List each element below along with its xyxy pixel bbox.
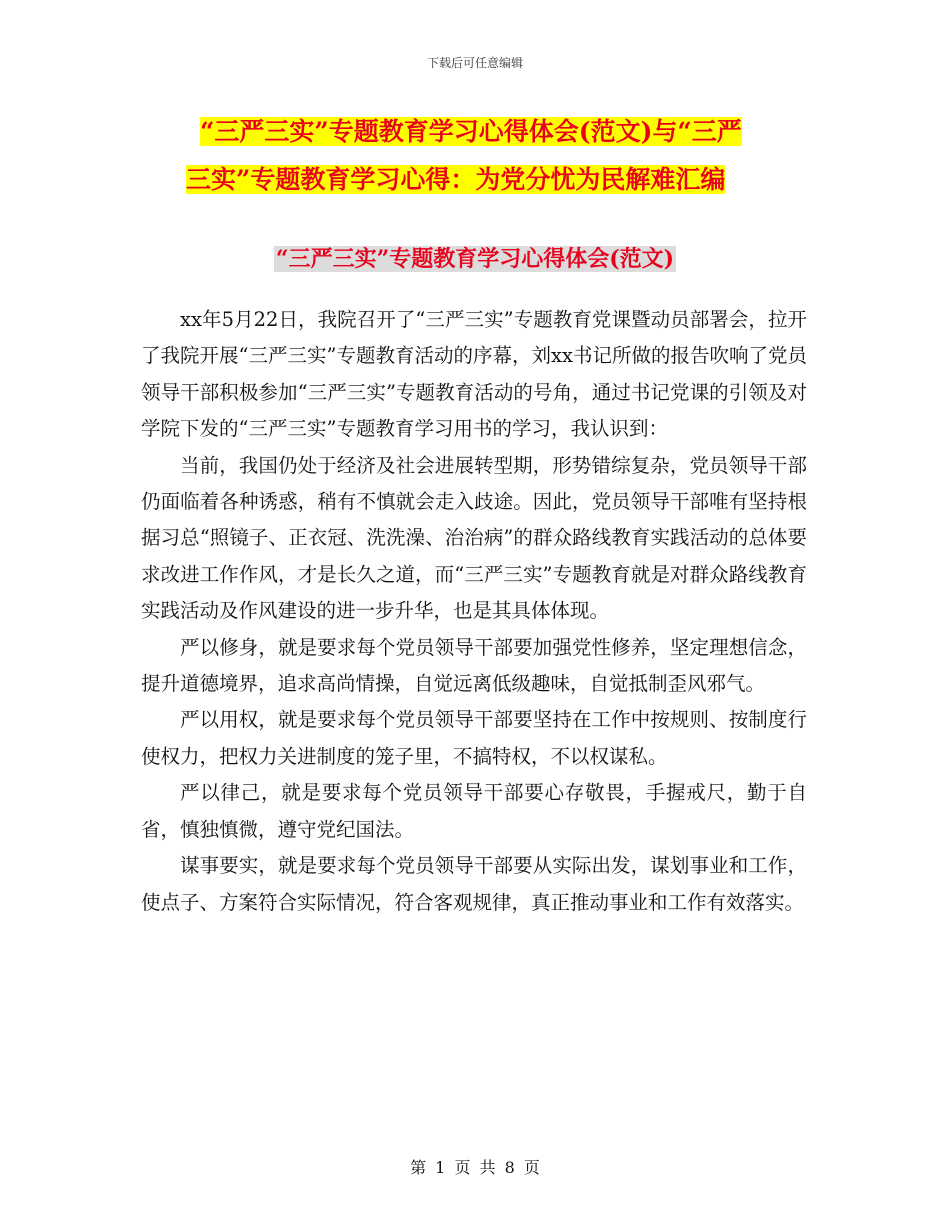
title-highlight-1: “三严三实”专题教育学习心得体会(范文)与“三严 bbox=[200, 117, 742, 146]
document-title-line-2 bbox=[186, 156, 826, 204]
header-note: 下载后可任意编辑 bbox=[426, 56, 523, 70]
paragraph: 谋事要实，就是要求每个党员领导干部要从实际出发，谋划事业和工作，使点子、方案符合实际情况，符合客观规律，真正推动事业和工作有效落实。 bbox=[141, 854, 807, 914]
paragraph: 严以用权，就是要求每个党员领导干部要坚持在工作中按规则、按制度行使权力，把权力关进制度的笼子里，不搞特权，不以权谋私。 bbox=[141, 708, 807, 768]
title-highlight-2: 三实”专题教育学习心得：为党分忧为民解难汇编 bbox=[186, 165, 726, 194]
document-title bbox=[186, 108, 826, 204]
paragraph: 当前，我国仍处于经济及社会进展转型期，形势错综复杂，党员领导干部仍面临着各种诱惑，稍有不慎就会走入歧途。因此，党员领导干部唯有坚持根据习总“照镜子、正衣冠、洗洗澡、治治病”的群众路线教育实践活动的总体要求改进工作作风，才是长久之道，而“三严三实”专题教育就是对群众路线教育实践活动及作风建设的进一步升华，也是其具体体现。 bbox=[141, 453, 807, 623]
section-subtitle bbox=[0, 242, 950, 273]
document-title-line-1 bbox=[186, 108, 826, 156]
paragraph: xx年5月22日，我院召开了“三严三实”专题教育党课暨动员部署会，拉开了我院开展“三严三实”专题教育活动的序幕，刘xx书记所做的报告吹响了党员领导干部积极参加“三严三实”专题教育活动的号角，通过书记党课的引领及对学院下发的“三严三实”专题教育学习用书的学习，我认识到： bbox=[141, 308, 807, 441]
body-text bbox=[141, 302, 807, 921]
page-number: 第 1 页 共 8 页 bbox=[410, 1158, 540, 1177]
paragraph: 严以律己，就是要求每个党员领导干部要心存敬畏，手握戒尺，勤于自省，慎独慎微，遵守党纪国法。 bbox=[141, 781, 807, 841]
section-subtitle-text: “三严三实”专题教育学习心得体会(范文) bbox=[275, 246, 675, 272]
paragraph: 严以修身，就是要求每个党员领导干部要加强党性修养，坚定理想信念，提升道德境界，追求高尚情操，自觉远离低级趣味，自觉抵制歪风邪气。 bbox=[141, 635, 807, 696]
